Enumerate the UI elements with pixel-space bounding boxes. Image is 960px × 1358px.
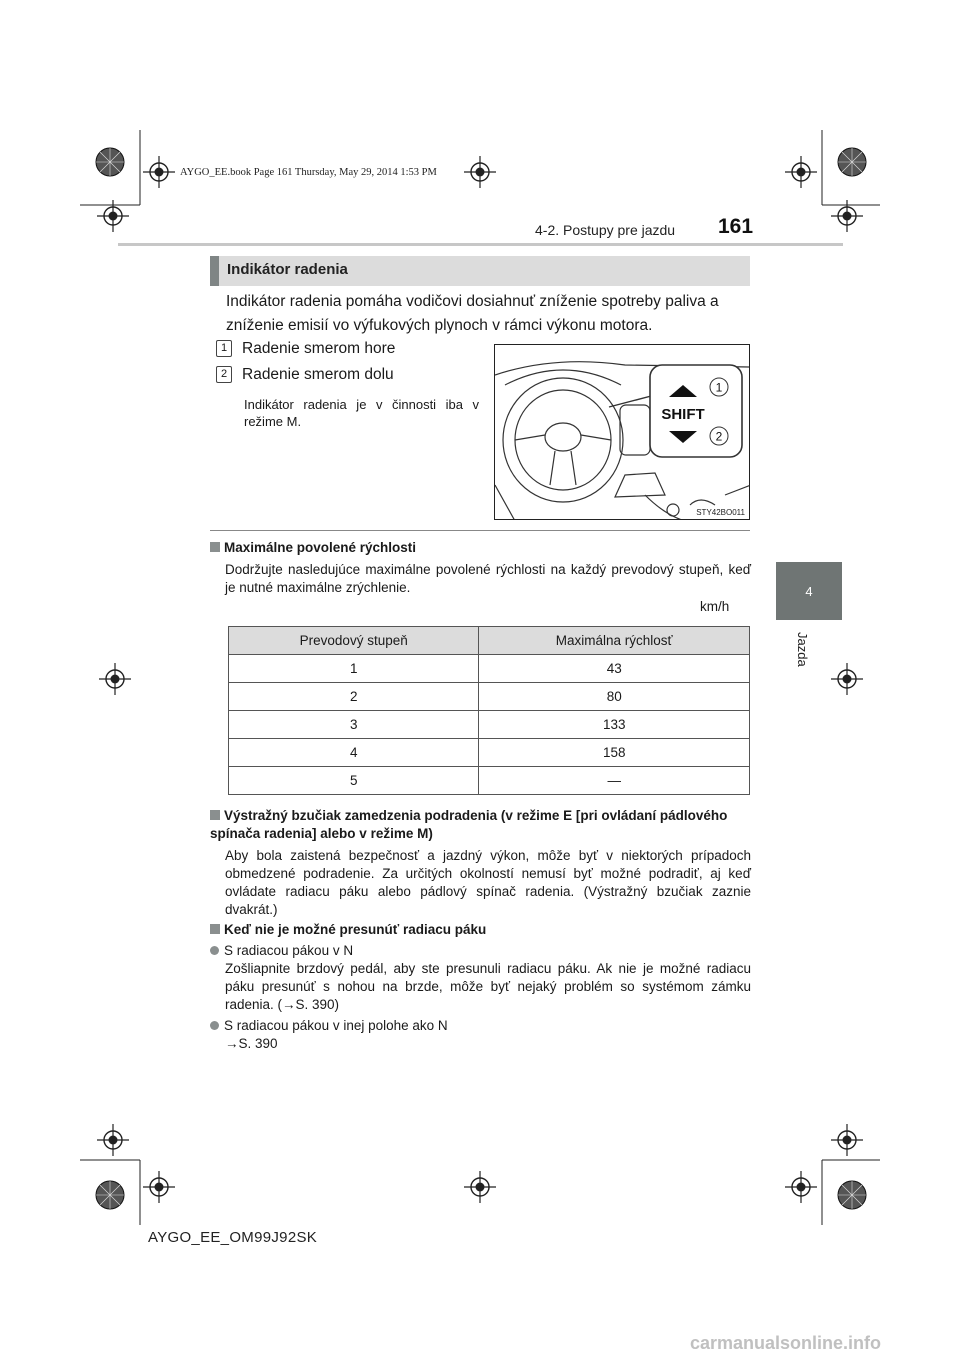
section-title: Indikátor radenia [210, 256, 750, 286]
table-row [229, 683, 750, 711]
speeds-text: Dodržujte nasledujúce maximálne povolené rýchlosti na každý prevodový stupeň, keď je nutné maximálne zrýchlenie. [225, 562, 751, 595]
table-row [229, 739, 750, 767]
book-info: AYGO_EE.book Page 161 Thursday, May 29, 2014 1:53 PM [180, 167, 437, 178]
chapter-number: 4 [805, 583, 813, 599]
speeds-heading: Maximálne povolené rýchlosti [210, 539, 755, 557]
note-text: Indikátor radenia je v činnosti iba v režime M. [244, 397, 479, 429]
chapter-label: Jazda [795, 632, 810, 667]
lever-heading: Keď nie je možné presunúť radiacu páku [210, 921, 755, 939]
square-bullet-icon [210, 810, 220, 820]
speed-unit: km/h [700, 599, 730, 614]
list-item [216, 340, 395, 358]
speed-cell: 133 [479, 711, 750, 739]
gear-cell: 4 [229, 739, 479, 767]
gear-cell: 1 [229, 655, 479, 683]
figure-code: STY42BO011 [696, 508, 745, 517]
square-bullet-icon [210, 542, 220, 552]
round-bullet-icon [210, 946, 219, 955]
section-path: 4-2. Postupy pre jazdu [535, 222, 676, 238]
table-row [229, 711, 750, 739]
list-item: S radiacou pákou v inej polohe ako N →S. 390 [210, 1017, 751, 1053]
section-separator [210, 530, 750, 531]
footer-code: AYGO_EE_OM99J92SK [148, 1229, 318, 1246]
shift-label: SHIFT [661, 406, 705, 423]
chapter-tab [776, 562, 842, 620]
gear-cell: 3 [229, 711, 479, 739]
table-header-row [229, 627, 750, 655]
speed-cell: 80 [479, 683, 750, 711]
dashboard-illustration [495, 345, 750, 520]
page-number: 161 [718, 215, 754, 238]
buzzer-text: Aby bola zaistená bezpečnosť a jazdný výkon, môže byť v niektorých prípadoch obmedzené podradenie. Za určitých okolností nemusí byť možné podradiť, aj keď ovládate radiacu páku alebo pádlový spínač radenia. (Výstražný bzučiak zaznie dvakrát.) [225, 848, 751, 917]
callout-number: 1 [216, 340, 232, 357]
list-item-text: Radenie smerom dolu [242, 366, 394, 383]
speed-cell: 158 [479, 739, 750, 767]
figure-callout-2: 2 [715, 429, 723, 444]
table-row [229, 655, 750, 683]
gear-cell: 5 [229, 767, 479, 795]
figure-callout-1: 1 [715, 380, 723, 395]
square-bullet-icon [210, 924, 220, 934]
header-rule [118, 243, 843, 246]
round-bullet-icon [210, 1021, 219, 1030]
speed-cell: — [479, 767, 750, 795]
shift-indicator-figure [494, 344, 750, 520]
list-item: S radiacou pákou v N Zošliapnite brzdový pedál, aby ste presunuli radiacu páku. Ak nie je možné radiacu páku presunúť s nohou na brzde, môže byť nejaký problém so systémom zámku radenia. (→S. 390) [210, 942, 751, 1014]
list-item [216, 366, 394, 384]
column-header: Maximálna rýchlosť [479, 627, 750, 655]
speed-table [228, 626, 750, 795]
speed-cell: 43 [479, 655, 750, 683]
column-header: Prevodový stupeň [229, 627, 479, 655]
watermark: carmanualsonline.info [690, 1333, 882, 1353]
callout-number: 2 [216, 366, 232, 383]
table-row [229, 767, 750, 795]
list-item-text: Radenie smerom hore [242, 340, 396, 357]
buzzer-heading: Výstražný bzučiak zamedzenia podradenia (v režime E [pri ovládaní pádlového spínača radenia] alebo v režime M) [210, 808, 728, 841]
intro-text: Indikátor radenia pomáha vodičovi dosiahnuť zníženie spotreby paliva a zníženie emisií vo výfukových plynoch v rámci výkonu motora. [226, 293, 719, 334]
gear-cell: 2 [229, 683, 479, 711]
